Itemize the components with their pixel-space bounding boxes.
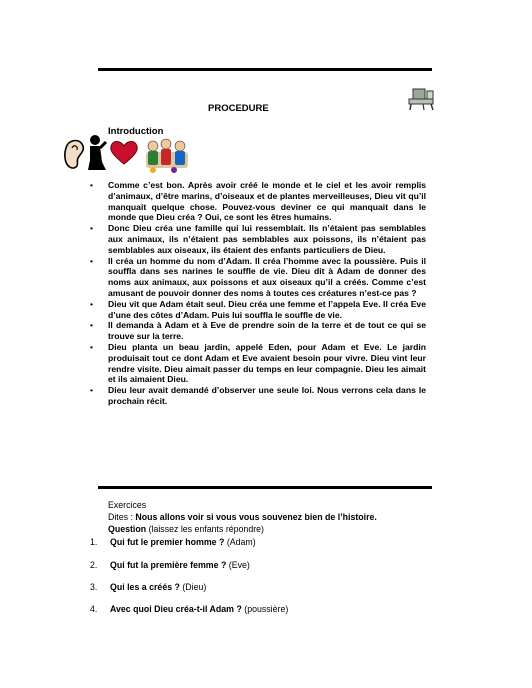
list-item: • Dieu leur avait demandé d’observer une seule loi. Nous verrons cela dans le prochain récit. [90, 385, 426, 406]
question-item: 1. Qui fut le premier homme ? (Adam) [90, 537, 256, 547]
question-item: 3. Qui les a créés ? (Dieu) [90, 582, 207, 592]
chair-icon [407, 87, 437, 116]
list-item: • Dieu vit que Adam était seul. Dieu créa une femme et l’appela Eve. Il créa Eve d’une des côtes d’Adam. Puis lui souffla le souffle de vie. [90, 298, 426, 320]
intro-icons [62, 132, 192, 181]
praying-figure-icon [88, 135, 106, 170]
dites-line: Dites : Nous allons voir si vous vous souvenez bien de l’histoire. [108, 512, 377, 522]
ear-icon [65, 141, 83, 168]
children-group-icon [146, 139, 188, 173]
question-item: 4. Avec quoi Dieu créa-t-il Adam ? (poussière) [90, 604, 289, 614]
list-item: • Donc Dieu créa une famille qui lui ressemblait. Ils n’étaient pas semblables aux animaux, ils n’étaient pas semblables aux poissons, ils n’étaient pas semblables aux oiseaux, ils étaient des enfants particuliers de Dieu. [90, 223, 426, 255]
heart-icon [111, 142, 138, 164]
list-item: • Il créa un homme du nom d’Adam. Il créa l’homme avec la poussière. Puis il souffla dans ses narines le souffle de vie. Dieu dit à Adam de donner des noms aux animaux, aux poissons et aux oiseaux qu’il a créés. Comme c’est amusant de pouvoir donner des noms à toutes ces créatures n’est-ce pas ? [90, 255, 426, 298]
list-item: • Il demanda à Adam et à Eve de prendre soin de la terre et de tout ce qui se trouve sur la terre. [90, 320, 426, 342]
story-bullet-list [84, 180, 426, 407]
question-item: 2. Qui fut la première femme ? (Eve) [90, 560, 250, 570]
exercises-heading: Exercices [108, 500, 147, 510]
intro-heading: Introduction [108, 126, 164, 137]
question-instruction: Question (laissez les enfants répondre) [108, 524, 264, 534]
top-divider [98, 68, 432, 71]
page-title: PROCEDURE [208, 103, 269, 114]
list-item: • Comme c’est bon. Après avoir créé le monde et le ciel et les avoir remplis d’animaux, d’être marins, d’oiseaux et de plantes merveilleuses, Dieu vit qu’il manquait quelque chose. Pouvez-vous deviner ce qui manquait dans le monde que Dieu créa ? Oui, ce sont les êtres humains. [90, 180, 426, 223]
exercise-divider [98, 486, 432, 489]
list-item: • Dieu planta un beau jardin, appelé Eden, pour Adam et Eve. Le jardin produisait tout ce dont Adam et Eve avaient besoin pour vivre. Dieu vint leur rendre visite. Dieu aimait passer du temps en leur compagnie. Dieu les aimait et ils aimaient Dieu. [90, 341, 426, 385]
